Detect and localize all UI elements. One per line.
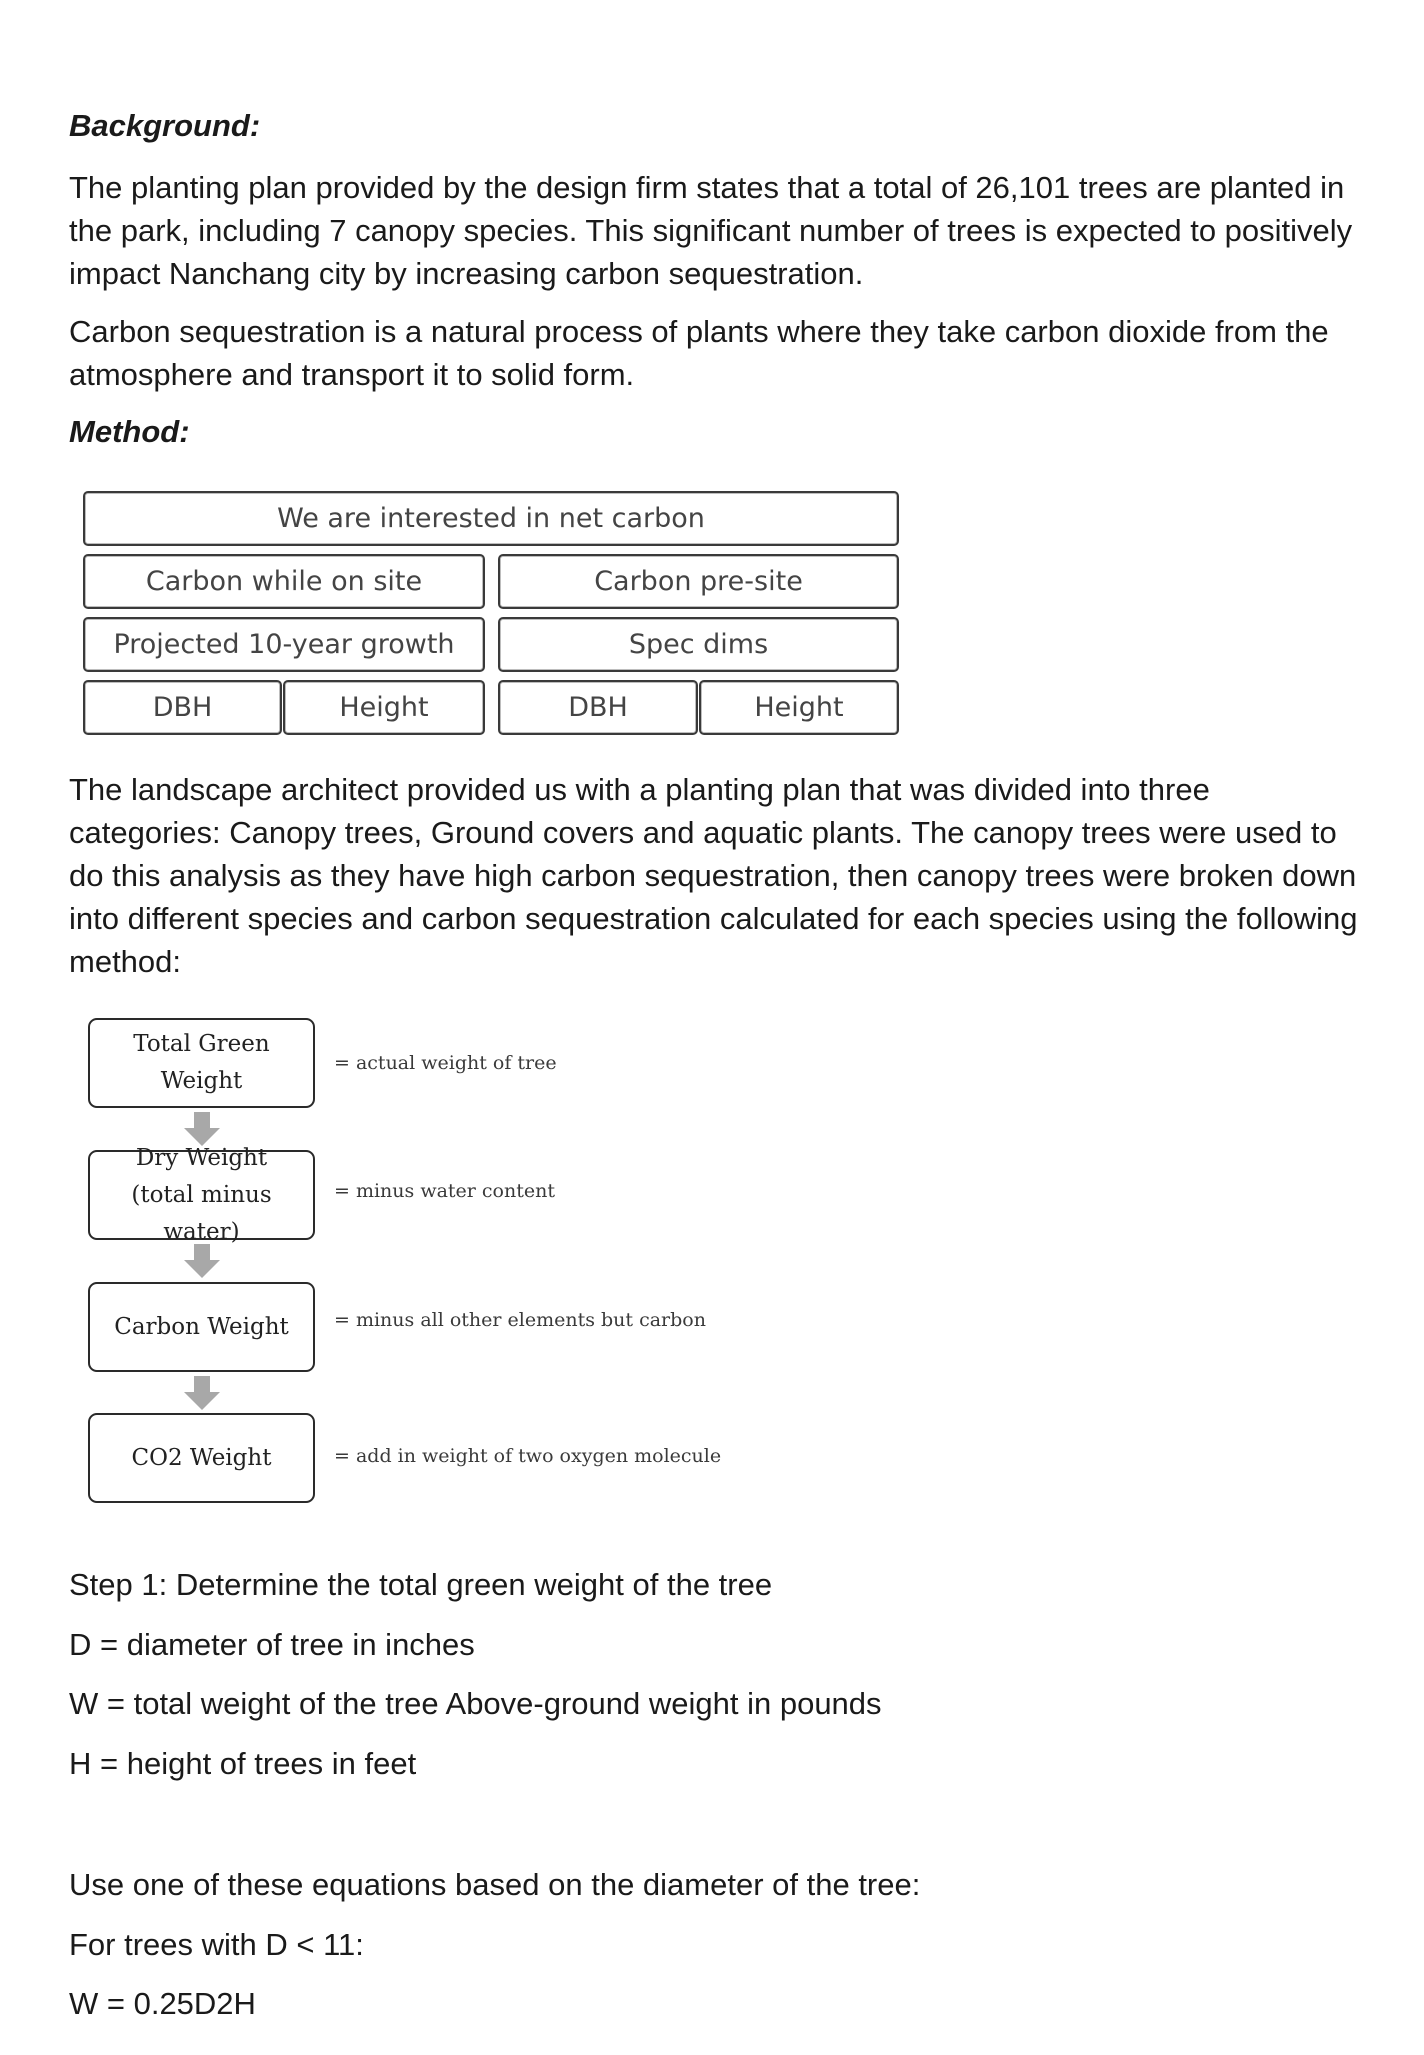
carbon-pre-site-box: Carbon pre-site [498,554,899,609]
background-paragraph-2: Carbon sequestration is a natural process of plants where they take carbon dioxide from the atmosphere and transport it to solid form. [69,314,1329,392]
landscape-paragraph: The landscape architect provided us with a planting plan that was divided into three categories: Canopy trees, Ground covers and aquatic plants. The canopy trees were used to do this analysis as they have high carbon sequestration, then canopy trees were broken down into different species and carbon sequestration calculated for each species using the following method: [69,772,1358,979]
dry-weight-box [88,1144,315,1245]
spec-dims-box: Spec dims [498,617,899,672]
projected-growth-box: Projected 10-year growth [83,617,485,672]
co2-weight-box: CO2 Weight [88,1413,315,1503]
dry-weight-note: = minus water content [334,1180,555,1202]
weight-equation: W = 0.25D2H [69,1986,256,2021]
left-height-box: Height [283,680,485,735]
left-dbh-box: DBH [83,680,282,735]
trees-condition-text: For trees with D < 11: [69,1927,364,1962]
definition-d: D = diameter of tree in inches [69,1627,475,1662]
down-arrow-icon [184,1376,220,1410]
net-carbon-box: We are interested in net carbon [83,491,899,546]
method-heading: Method: [69,414,190,449]
carbon-weight-note: = minus all other elements but carbon [334,1309,706,1331]
background-heading: Background: [69,108,261,143]
definition-w: W = total weight of the tree Above-ground weight in pounds [69,1686,882,1721]
background-paragraph-1: The planting plan provided by the design firm states that a total of 26,101 trees are planted in the park, including 7 canopy species. This significant number of trees is expected to positively impact Nanchang city by increasing carbon sequestration. [69,170,1353,291]
co2-weight-note: = add in weight of two oxygen molecule [334,1445,722,1467]
right-height-box: Height [699,680,899,735]
dry-weight-sublabel: (total minus water) [131,1181,272,1245]
total-green-weight-note: = actual weight of tree [334,1052,557,1074]
right-dbh-box: DBH [498,680,698,735]
dry-weight-label: Dry Weight [135,1144,268,1171]
down-arrow-icon [184,1244,220,1278]
carbon-while-on-site-box: Carbon while on site [83,554,485,609]
total-green-weight-box: Total Green Weight [88,1018,315,1108]
step-1-text: Step 1: Determine the total green weight of the tree [69,1567,773,1602]
carbon-weight-box: Carbon Weight [88,1282,315,1372]
definition-h: H = height of trees in feet [69,1746,417,1781]
use-equations-text: Use one of these equations based on the diameter of the tree: [69,1867,921,1902]
